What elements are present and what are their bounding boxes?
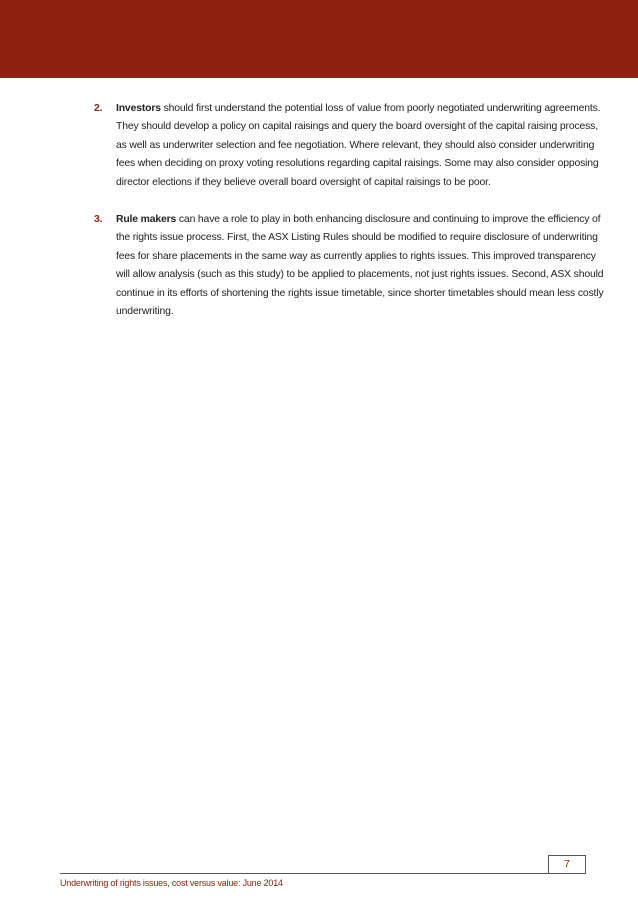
list-item-investors — [94, 100, 604, 192]
list-item-number: 3. — [94, 214, 103, 226]
list-item-text: can have a role to play in both enhancing disclosure and continuing to improve the efficiency of the rights issue process. First, the ASX Listing Rules should be modified to require disclosure of underwriting fees for share placements in the same way as currently applies to rights issues. This improved transparency will allow analysis (such as this study) to be applied to placements, not just rights issues. Second, ASX should continue in its efforts of shortening the rights issue timetable, since shorter timetables should mean less costly underwriting. — [116, 214, 604, 318]
list-item-term: Rule makers — [116, 214, 179, 226]
list-item-rule-makers — [94, 211, 604, 321]
header-band — [0, 0, 638, 78]
list-item-number: 2. — [94, 103, 103, 114]
footer-text: Underwriting of rights issues, cost versus value: June 2014 — [60, 878, 283, 888]
list-item-text: should first understand the potential loss of value from poorly negotiated underwriting agreements. They should develop a policy on capital raisings and query the board oversight of the capital raising process, as well as underwriter selection and fee negotiation. Where relevant, they should also consider underwriting fees when deciding on proxy voting resolutions regarding capital raisings. Some may also consider opposing director elections if they believe overall board oversight of capital raisings to be poor. — [116, 103, 601, 188]
list-item-term: Investors — [116, 103, 164, 114]
footer-divider — [60, 873, 586, 874]
page-number: 7 — [548, 855, 586, 873]
page-content — [94, 100, 604, 340]
